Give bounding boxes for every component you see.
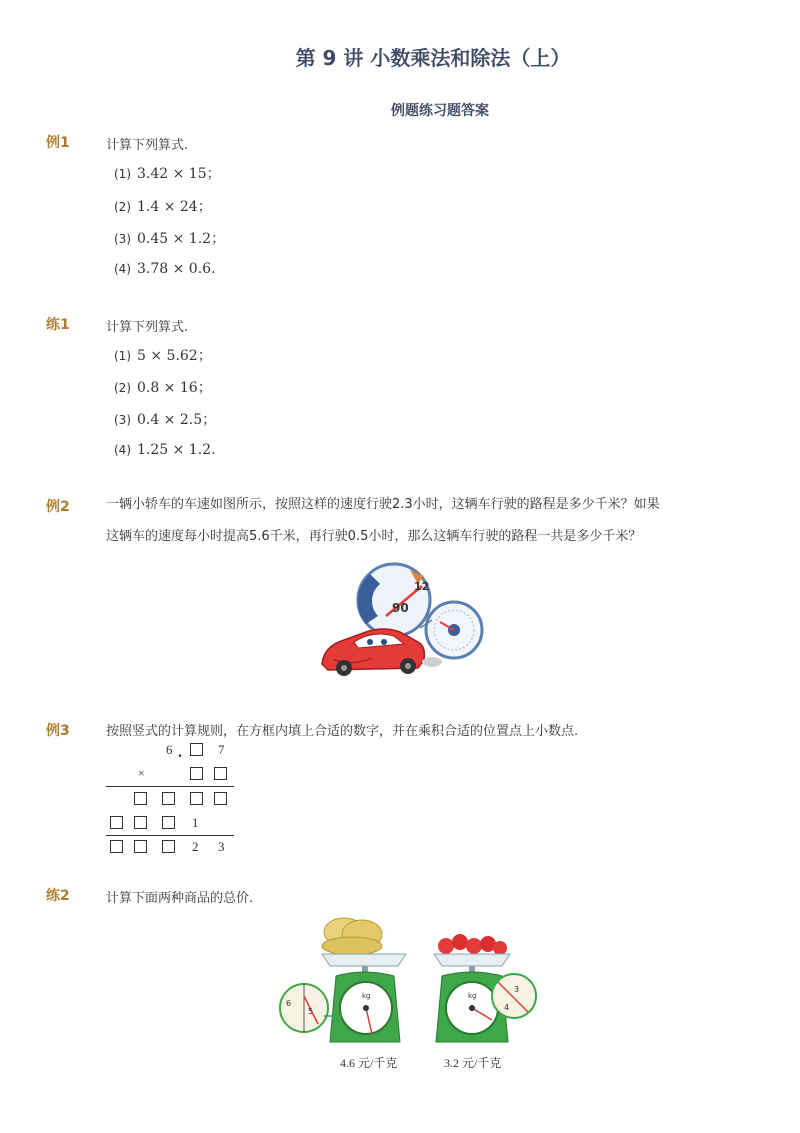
melon-scale: [280, 918, 406, 1042]
item-expression: 0.8 × 16；: [137, 380, 212, 396]
digit-box[interactable]: [162, 792, 175, 805]
example-3-tag: 例3: [46, 723, 70, 739]
practice-1-item-2: [114, 377, 212, 397]
digit-box[interactable]: [214, 792, 227, 805]
item-expression: 1.25 × 1.2.: [137, 442, 216, 458]
item-number: (1): [114, 349, 131, 363]
digit-box[interactable]: [190, 743, 203, 756]
digit-box[interactable]: [134, 840, 147, 853]
example-2-text: [106, 489, 756, 553]
digit-box[interactable]: [110, 816, 123, 829]
example-1-item-2: [114, 196, 212, 216]
dial-number: 5: [308, 1007, 314, 1016]
example-2-line-2: 这辆车的速度每小时提高5.6千米，再行驶0.5小时，那么这辆车行驶的路程一共是多少千米？: [106, 529, 642, 544]
digit: 3: [218, 839, 225, 854]
price-label-melon: 4.6 元/千克: [340, 1056, 398, 1070]
item-expression: 3.78 × 0.6.: [137, 261, 216, 277]
magnified-gauge: [358, 564, 430, 636]
digit-box[interactable]: [134, 792, 147, 805]
digit-box[interactable]: [214, 767, 227, 780]
practice-1-tag: 练1: [46, 317, 70, 333]
dial-number: 6: [286, 999, 292, 1008]
item-number: (2): [114, 200, 131, 214]
scale-unit: kg: [468, 992, 477, 1000]
example-1-prompt: 计算下列算式.: [106, 138, 189, 153]
example-1-item-3: [114, 228, 225, 248]
example-1-tag: 例1: [46, 135, 70, 151]
example-2-tag: 例2: [46, 499, 70, 515]
practice-1-prompt: 计算下列算式.: [106, 320, 189, 335]
dial-number: 3: [514, 985, 520, 994]
item-expression: 5 × 5.62；: [137, 348, 212, 364]
item-number: (4): [114, 443, 131, 457]
car-speedometer-illustration: [314, 560, 494, 686]
practice-1-item-1: [114, 345, 212, 365]
tomato-scale: [434, 934, 536, 1042]
digit-box[interactable]: [190, 767, 203, 780]
example-1-item-4: [114, 261, 216, 277]
item-number: (3): [114, 413, 131, 427]
gauge-speed-label: 90: [392, 601, 409, 615]
item-number: (1): [114, 167, 131, 181]
digit-box[interactable]: [110, 840, 123, 853]
practice-2-tag: 练2: [46, 888, 70, 904]
price-label-tomato: 3.2 元/千克: [444, 1056, 502, 1070]
decimal-point: .: [178, 744, 182, 761]
example-3-prompt: 按照竖式的计算规则，在方框内填上合适的数字，并在乘积合适的位置点上小数点.: [106, 724, 579, 739]
page-subtitle: 例题练习题答案: [391, 103, 489, 119]
practice-1-item-3: [114, 409, 216, 429]
digit: 2: [192, 839, 199, 854]
digit: 6: [166, 742, 173, 757]
item-expression: 1.4 × 24；: [137, 199, 212, 215]
practice-1-item-4: [114, 442, 216, 458]
page-title: 第 9 讲 小数乘法和除法（上）: [295, 46, 571, 70]
red-car-icon: [322, 629, 442, 676]
example-1-item-1: [114, 163, 221, 183]
digit-box[interactable]: [162, 816, 175, 829]
scales-illustration: [278, 916, 538, 1052]
vertical-multiplication: [100, 738, 240, 863]
item-expression: 3.42 × 15；: [137, 166, 221, 182]
item-number: (2): [114, 381, 131, 395]
scale-unit: kg: [362, 992, 371, 1000]
dial-number: 4: [504, 1003, 510, 1012]
practice-2-prompt: 计算下面两种商品的总价.: [106, 891, 254, 906]
item-number: (4): [114, 262, 131, 276]
item-expression: 0.45 × 1.2；: [137, 231, 226, 247]
gauge-top-label: 12: [414, 580, 430, 593]
item-number: (3): [114, 232, 131, 246]
digit-box[interactable]: [134, 816, 147, 829]
item-expression: 0.4 × 2.5；: [137, 412, 217, 428]
rule-line: [106, 835, 234, 836]
example-2-line-1: 一辆小轿车的车速如图所示，按照这样的速度行驶2.3小时，这辆车行驶的路程是多少千米？如果: [106, 497, 660, 512]
digit-box[interactable]: [190, 792, 203, 805]
rule-line: [106, 786, 234, 787]
digit: 1: [192, 815, 199, 830]
multiply-sign: ×: [138, 766, 145, 780]
digit: 7: [218, 742, 225, 757]
digit-box[interactable]: [162, 840, 175, 853]
